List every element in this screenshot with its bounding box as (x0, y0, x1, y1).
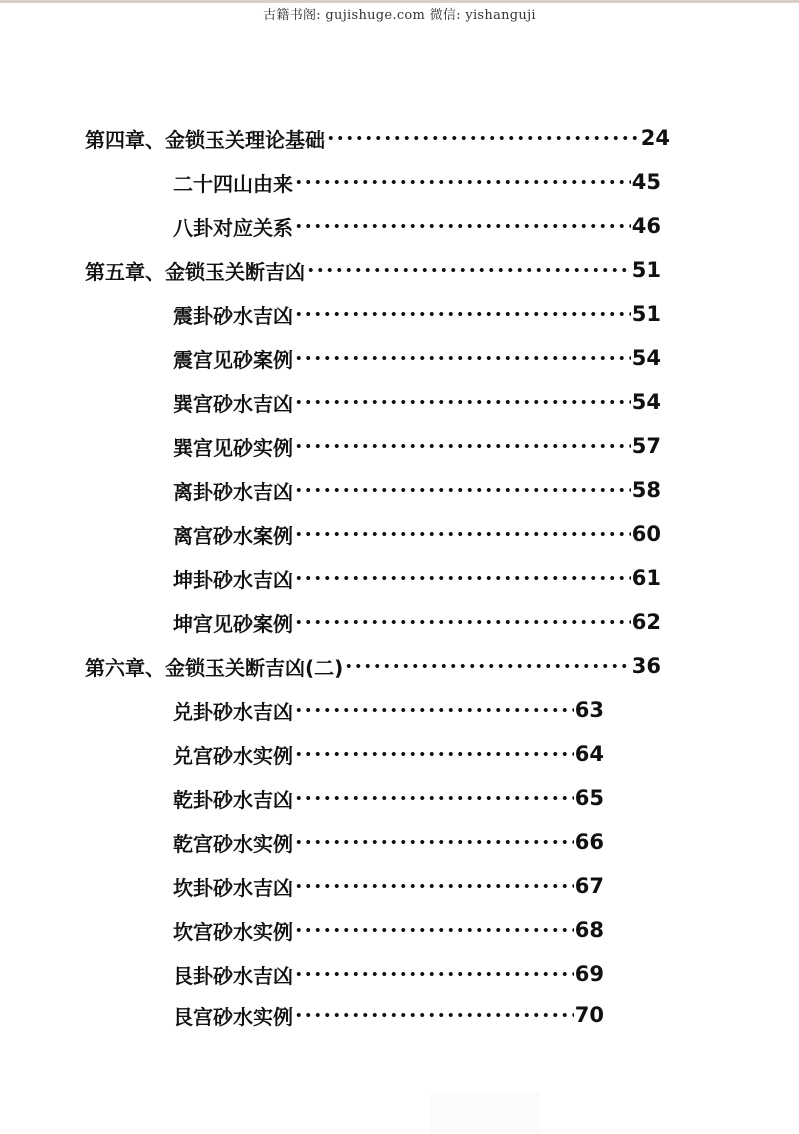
dot-leader (294, 827, 574, 857)
toc-page-number: 54 (631, 390, 661, 414)
dot-leader (294, 871, 574, 901)
toc-page-number: 36 (631, 654, 661, 678)
toc-page-number: 45 (631, 170, 661, 194)
toc-entry-title: 乾卦砂水吉凶 (173, 787, 293, 812)
toc-section[interactable] (173, 387, 661, 417)
toc-page-number: 62 (631, 610, 661, 634)
toc-entry-title: 离宫砂水案例 (173, 523, 293, 548)
toc-section[interactable] (173, 783, 604, 813)
toc-page-number: 63 (574, 698, 604, 722)
dot-leader (294, 299, 631, 329)
toc-section[interactable] (173, 695, 604, 725)
toc-page-number: 66 (574, 830, 604, 854)
dot-leader (294, 431, 631, 461)
toc-entry-title: 坎卦砂水吉凶 (173, 875, 293, 900)
dot-leader (294, 475, 631, 505)
toc-page-number: 24 (640, 126, 670, 150)
toc-entry-title: 巽宫见砂实例 (173, 435, 293, 460)
toc-chapter-5[interactable] (85, 255, 661, 285)
toc-entry-title: 艮卦砂水吉凶 (173, 963, 293, 988)
toc-page-number: 64 (574, 742, 604, 766)
toc-section[interactable] (173, 959, 604, 989)
toc-page-number: 60 (631, 522, 661, 546)
toc-entry-title: 坤卦砂水吉凶 (173, 567, 293, 592)
toc-entry-title: 第六章、金锁玉关断吉凶(二) (85, 655, 344, 680)
toc-section[interactable] (173, 827, 604, 857)
toc-section[interactable] (173, 563, 661, 593)
toc-section[interactable] (173, 475, 661, 505)
toc-entry-title: 离卦砂水吉凶 (173, 479, 293, 504)
toc-chapter-6[interactable] (85, 651, 661, 681)
toc-chapter-4[interactable] (85, 123, 670, 153)
toc-page-number: 65 (574, 786, 604, 810)
dot-leader (294, 211, 631, 241)
toc-page-number: 54 (631, 346, 661, 370)
dot-leader (294, 783, 574, 813)
dot-leader (294, 519, 631, 549)
toc-section[interactable] (173, 739, 604, 769)
dot-leader (306, 255, 631, 285)
dot-leader (294, 959, 574, 989)
dot-leader (326, 123, 640, 153)
toc-entry-title: 艮宫砂水实例 (173, 1004, 293, 1029)
toc-entry-title: 兑宫砂水实例 (173, 743, 293, 768)
toc-section[interactable] (173, 915, 604, 945)
toc-page-number: 51 (631, 258, 661, 282)
toc-section[interactable] (173, 607, 661, 637)
toc-page-number: 67 (574, 874, 604, 898)
dot-leader (294, 563, 631, 593)
toc-entry-title: 兑卦砂水吉凶 (173, 699, 293, 724)
toc-entry-title: 乾宫砂水实例 (173, 831, 293, 856)
toc-page-number: 57 (631, 434, 661, 458)
toc-entry-title: 巽宫砂水吉凶 (173, 391, 293, 416)
toc-page-number: 69 (574, 962, 604, 986)
toc-page-number: 51 (631, 302, 661, 326)
toc-page-number: 61 (631, 566, 661, 590)
dot-leader (294, 739, 574, 769)
toc-entry-title: 二十四山由来 (173, 171, 293, 196)
toc-entry-title: 震卦砂水吉凶 (173, 303, 293, 328)
dot-leader (294, 915, 574, 945)
dot-leader (344, 651, 630, 681)
toc-section[interactable] (173, 343, 661, 373)
dot-leader (294, 695, 574, 725)
toc-page-number: 58 (631, 478, 661, 502)
dot-leader (294, 343, 631, 373)
dot-leader (294, 607, 631, 637)
dot-leader (294, 1000, 574, 1030)
toc-entry-title: 坤宫见砂案例 (173, 611, 293, 636)
toc-section[interactable] (173, 431, 661, 461)
toc-entry-title: 坎宫砂水实例 (173, 919, 293, 944)
toc-page-number: 46 (631, 214, 661, 238)
toc-entry-title: 震宫见砂案例 (173, 347, 293, 372)
toc-page-number: 68 (574, 918, 604, 942)
scan-artifact (430, 1092, 540, 1134)
toc-section[interactable] (173, 299, 661, 329)
toc-entry-title: 八卦对应关系 (173, 215, 293, 240)
dot-leader (294, 167, 631, 197)
dot-leader (294, 387, 631, 417)
watermark-text: 古籍书阁: gujishuge.com 微信: yishanguji (263, 8, 536, 23)
toc-section[interactable] (173, 1000, 604, 1030)
toc-section[interactable] (173, 519, 661, 549)
toc-section[interactable] (173, 871, 604, 901)
toc-page-number: 70 (574, 1003, 604, 1027)
toc-section[interactable] (173, 211, 661, 241)
toc-entry-title: 第五章、金锁玉关断吉凶 (85, 259, 305, 284)
toc-section[interactable] (173, 167, 661, 197)
toc-entry-title: 第四章、金锁玉关理论基础 (85, 127, 325, 152)
